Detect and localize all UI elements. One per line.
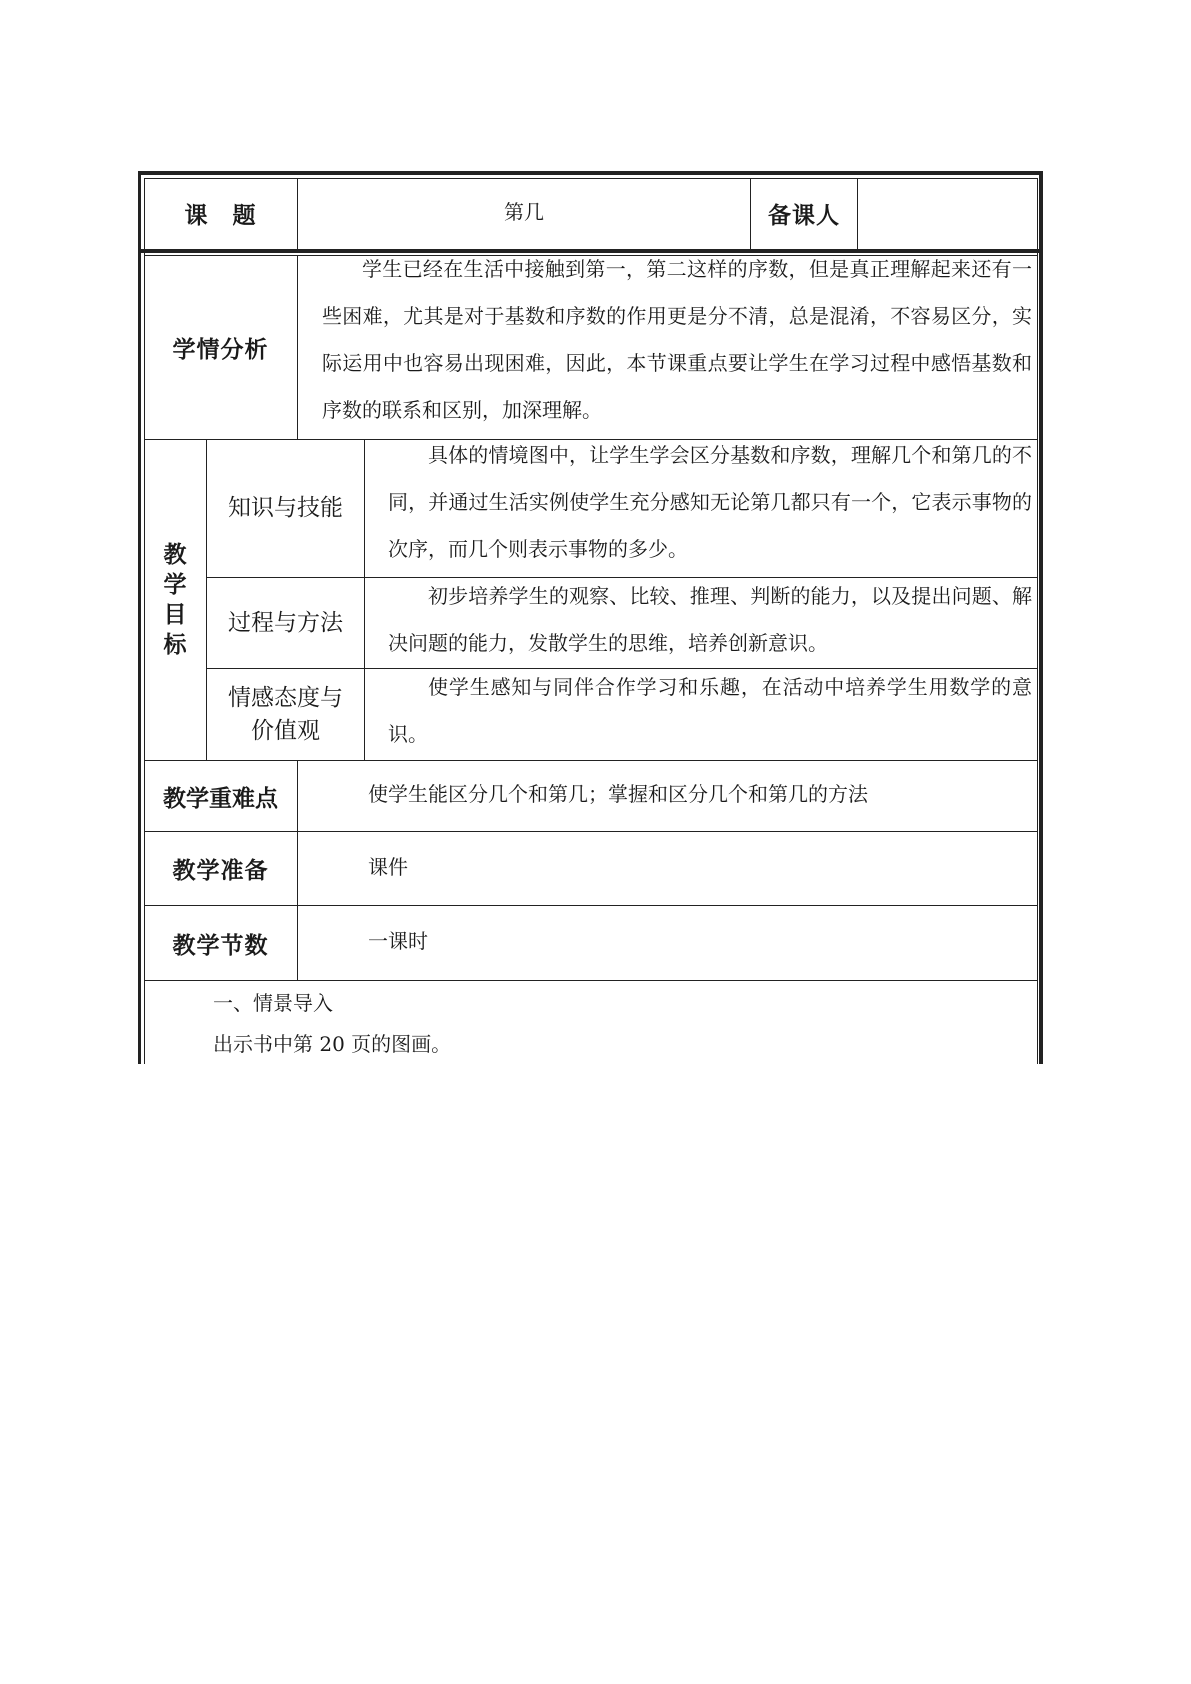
emotion-label — [207, 669, 364, 760]
emotion-label-line1: 情感态度与 — [228, 684, 343, 711]
col-divider-objectives-inner — [364, 440, 365, 760]
objectives-label-char-2: 学 — [163, 572, 187, 598]
objectives-label-char-4: 标 — [163, 632, 187, 658]
analysis-label: 学情分析 — [172, 336, 269, 363]
objectives-label-char-1: 教 — [163, 542, 187, 568]
preparation-label: 教学准备 — [172, 858, 269, 884]
keypoints-label: 教学重难点 — [163, 785, 278, 812]
section-line-1: 出示书中第 20 页的图画。 — [213, 1032, 452, 1056]
author-label: 备课人 — [768, 203, 840, 229]
process-text: 初步培养学生的观察、比较、推理、判断的能力，以及提出问题、解决问题的能力，发散学生的思维，培养创新意识。 — [388, 584, 1032, 655]
analysis-text: 学生已经在生活中接触到第一，第二这样的序数，但是真正理解起来还有一些困难，尤其是对于基数和序数的作用更是分不清，总是混淆，不容易区分，实际运用中也容易出现困难，因此，本节课重点要让学生在学习过程中感悟基数和序数的联系和区别，加深理解。 — [322, 257, 1032, 422]
col-divider-author-right — [857, 178, 858, 249]
keypoints-text: 使学生能区分几个和第几；掌握和区分几个和第几的方法 — [368, 782, 868, 806]
knowledge-label: 知识与技能 — [228, 495, 343, 521]
topic-value: 第几 — [504, 200, 544, 224]
emotion-label-line2: 价值观 — [251, 717, 320, 744]
emotion-text: 使学生感知与同伴合作学习和乐趣，在活动中培养学生用数学的意识。 — [388, 675, 1032, 746]
knowledge-text: 具体的情境图中，让学生学会区分基数和序数，理解几个和第几的不同，并通过生活实例使学生充分感知无论第几都只有一个，它表示事物的次序，而几个则表示事物的多少。 — [388, 443, 1032, 561]
col-divider-analysis — [297, 255, 298, 439]
process-label: 过程与方法 — [228, 609, 343, 636]
objectives-vertical-label — [144, 440, 206, 760]
preparation-text: 课件 — [368, 855, 408, 879]
periods-label: 教学节数 — [172, 932, 269, 959]
objectives-label-char-3: 目 — [163, 602, 187, 628]
col-divider-bottom-rows — [297, 761, 298, 980]
section-heading: 一、情景导入 — [213, 991, 333, 1015]
periods-text: 一课时 — [368, 929, 428, 953]
topic-label: 课 题 — [184, 203, 257, 229]
row-divider-periods — [144, 980, 1038, 981]
